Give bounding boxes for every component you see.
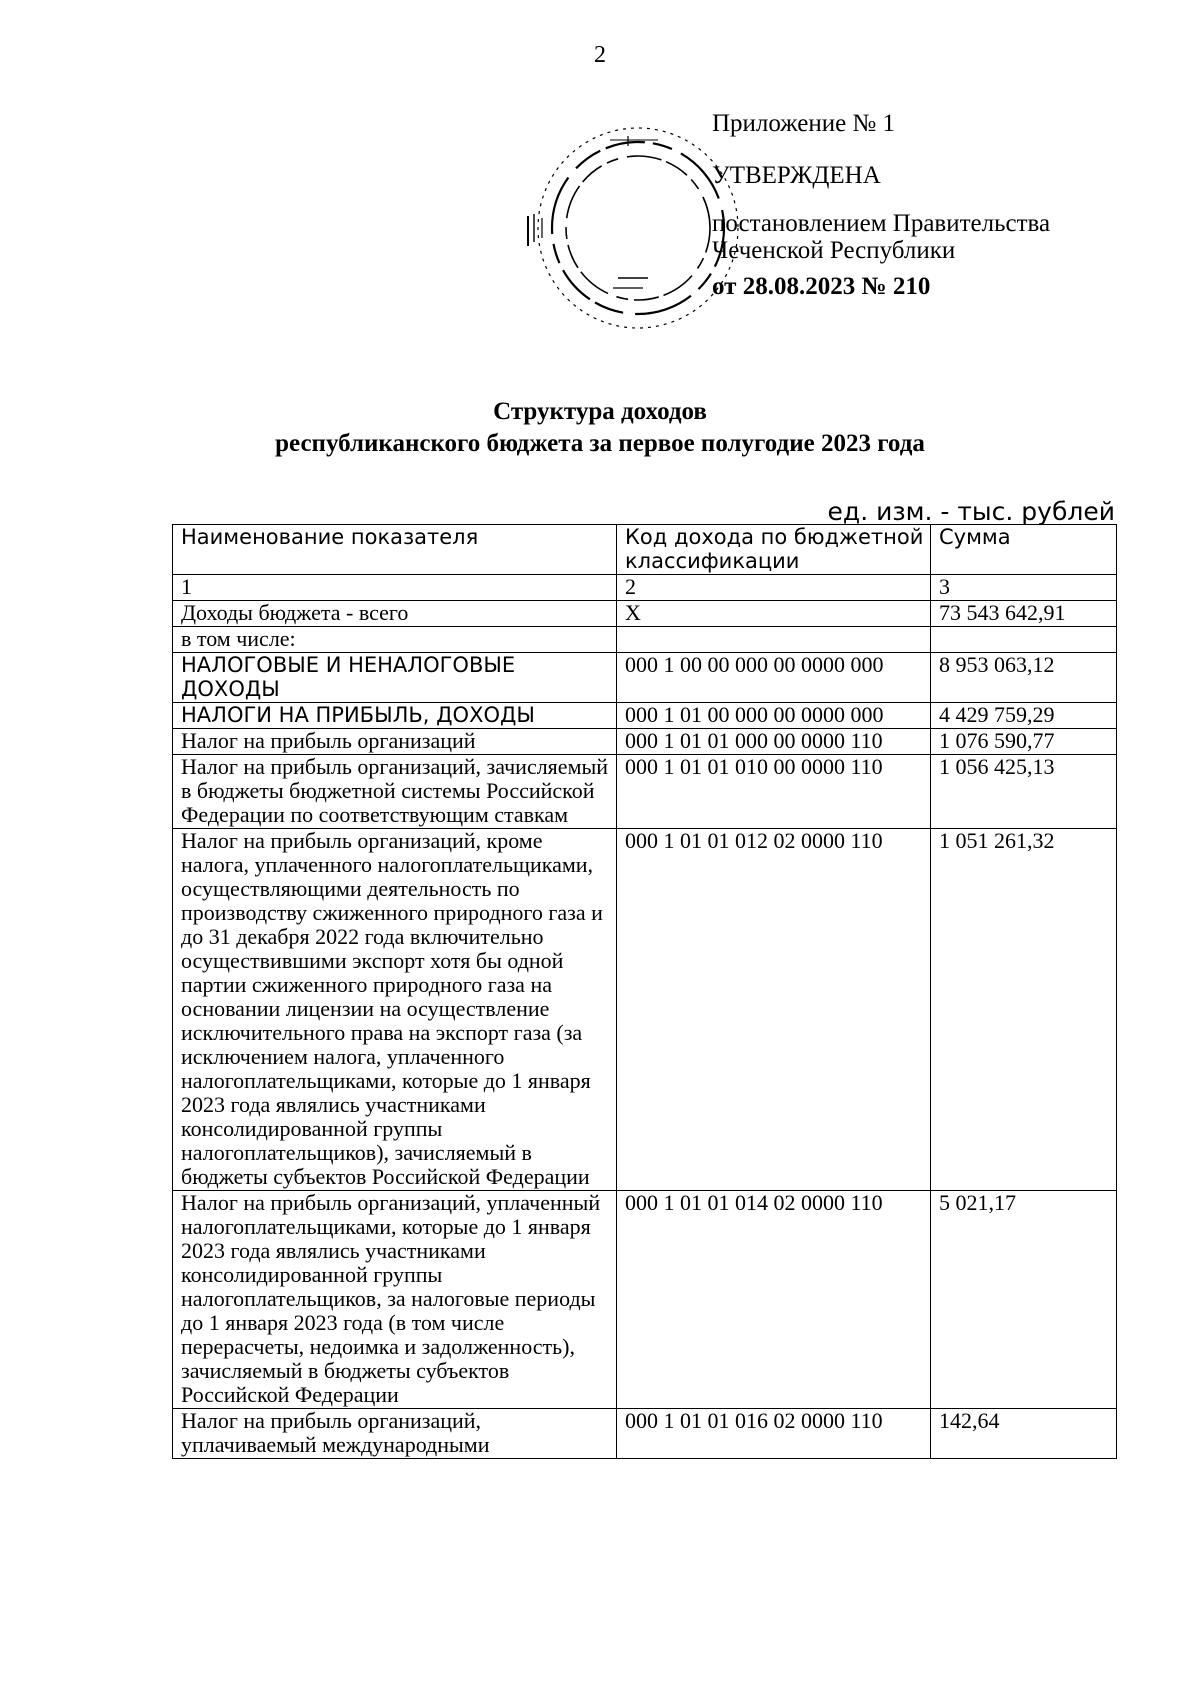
approved-label: УТВЕРЖДЕНА <box>712 162 881 189</box>
column-numbers-row <box>173 575 1117 601</box>
decree-line-1: постановлением Правительства <box>712 210 1051 237</box>
table-row <box>173 653 1117 703</box>
row-code: 000 1 01 01 000 00 0000 110 <box>617 729 931 755</box>
row-amount: 5 021,17 <box>931 1191 1117 1409</box>
row-code: 000 1 01 00 000 00 0000 000 <box>617 703 931 729</box>
table-row <box>173 729 1117 755</box>
table-row <box>173 829 1117 1191</box>
column-number: 2 <box>617 575 931 601</box>
row-amount: 142,64 <box>931 1409 1117 1459</box>
decree-line-2: Чеченской Республики <box>712 237 956 264</box>
row-code: X <box>617 601 931 627</box>
row-name: НАЛОГОВЫЕ И НЕНАЛОГОВЫЕ ДОХОДЫ <box>173 653 617 703</box>
row-amount: 8 953 063,12 <box>931 653 1117 703</box>
row-name: Налог на прибыль организаций, зачисляемый в бюджеты бюджетной системы Российской Федерации по соответствующим ставкам <box>173 755 617 829</box>
header-amount: Сумма <box>931 525 1117 575</box>
row-code: 000 1 01 01 016 02 0000 110 <box>617 1409 931 1459</box>
row-amount: 4 429 759,29 <box>931 703 1117 729</box>
row-name: НАЛОГИ НА ПРИБЫЛЬ, ДОХОДЫ <box>173 703 617 729</box>
row-amount <box>931 627 1117 653</box>
document-title <box>0 396 1200 460</box>
row-code: 000 1 01 01 012 02 0000 110 <box>617 829 931 1191</box>
decree-date-number: от 28.08.2023 № 210 <box>712 273 931 300</box>
row-amount: 1 076 590,77 <box>931 729 1117 755</box>
table-row <box>173 1409 1117 1459</box>
income-structure-table <box>172 524 1117 1459</box>
row-name: Налог на прибыль организаций, кроме налога, уплаченного налогоплательщиками, осуществляющими деятельность по производству сжиженного природного газа и до 31 декабря 2022 года включительно осуществившими экспорт хотя бы одной партии сжиженного природного газа на основании лицензии на осуществление исключительного права на экспорт газа (за исключением налога, уплаченного налогоплательщиками, которые до 1 января 2023 года являлись участниками консолидированной группы налогоплательщиков), зачисляемый в бюджеты субъектов Российской Федерации <box>173 829 617 1191</box>
units-label: ед. изм. - тыс. рублей <box>827 497 1115 526</box>
table-row <box>173 601 1117 627</box>
table-row <box>173 703 1117 729</box>
row-code: 000 1 01 01 014 02 0000 110 <box>617 1191 931 1409</box>
row-code: 000 1 00 00 000 00 0000 000 <box>617 653 931 703</box>
page-number: 2 <box>594 42 606 68</box>
table-row <box>173 627 1117 653</box>
row-name: Налог на прибыль организаций <box>173 729 617 755</box>
title-line-1: Структура доходов <box>493 398 707 425</box>
row-name: Доходы бюджета - всего <box>173 601 617 627</box>
table-row <box>173 1191 1117 1409</box>
column-number: 1 <box>173 575 617 601</box>
appendix-label: Приложение № 1 <box>712 110 896 137</box>
row-code: 000 1 01 01 010 00 0000 110 <box>617 755 931 829</box>
row-name: Налог на прибыль организаций, уплачиваемый международными <box>173 1409 617 1459</box>
header-row <box>173 525 1117 575</box>
row-amount: 73 543 642,91 <box>931 601 1117 627</box>
title-line-2: республиканского бюджета за первое полугодие 2023 года <box>275 430 925 457</box>
table-row <box>173 755 1117 829</box>
header-code: Код дохода по бюджетной классификации <box>617 525 931 575</box>
header-name: Наименование показателя <box>173 525 617 575</box>
row-amount: 1 056 425,13 <box>931 755 1117 829</box>
row-name: в том числе: <box>173 627 617 653</box>
row-name: Налог на прибыль организаций, уплаченный налогоплательщиками, которые до 1 января 2023 года являлись участниками консолидированной группы налогоплательщиков, за налоговые периоды до 1 января 2023 года (в том числе перерасчеты, недоимка и задолженность), зачисляемый в бюджеты субъектов Российской Федерации <box>173 1191 617 1409</box>
row-amount: 1 051 261,32 <box>931 829 1117 1191</box>
column-number: 3 <box>931 575 1117 601</box>
row-code <box>617 627 931 653</box>
